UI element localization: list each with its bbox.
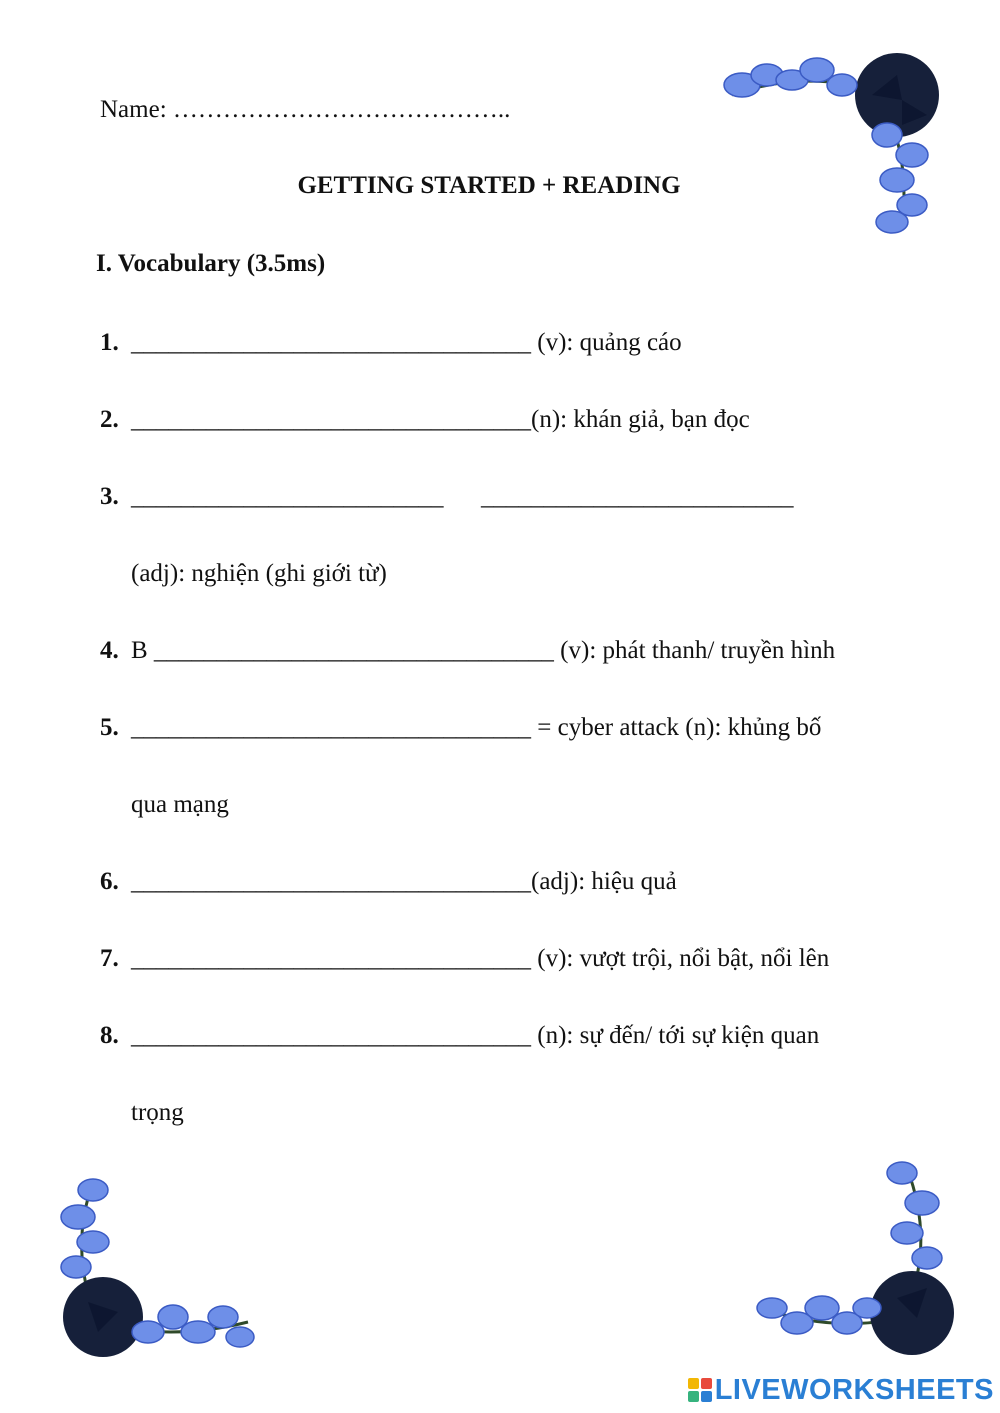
item-text: ________________________________(adj): hiệu quả [131, 868, 677, 895]
vocab-item-5-continuation: qua mạng [131, 791, 229, 818]
item-number: 4. [100, 637, 119, 664]
vocab-item-3[interactable] [100, 483, 794, 511]
flower-corner-bottom-left-icon [48, 1172, 258, 1367]
name-field[interactable]: Name: ………………………………….. [100, 96, 511, 123]
item-number: 5. [100, 714, 119, 741]
item-number: 7. [100, 945, 119, 972]
item-text: ________________________________ (v): vượt trội, nổi bật, nổi lên [131, 945, 830, 972]
vocab-item-1[interactable] [100, 329, 682, 357]
item-text: _________________________ _________________________ [131, 483, 794, 510]
vocab-item-4[interactable] [100, 637, 835, 665]
item-text: ________________________________ (v): quảng cáo [131, 329, 682, 356]
vocab-item-6[interactable] [100, 868, 677, 896]
vocab-item-7[interactable] [100, 945, 829, 973]
liveworksheets-logo[interactable] [688, 1375, 994, 1405]
vocab-item-2[interactable] [100, 406, 750, 434]
item-number: 6. [100, 868, 119, 895]
flower-corner-top-right-icon [712, 40, 947, 240]
item-number: 2. [100, 406, 119, 433]
vocab-item-8-continuation: trọng [131, 1099, 184, 1126]
page-title: GETTING STARTED + READING [297, 172, 681, 199]
vocab-item-5[interactable] [100, 714, 821, 742]
vocab-item-8[interactable] [100, 1022, 819, 1050]
flower-corner-bottom-right-icon [752, 1158, 957, 1368]
item-number: 3. [100, 483, 119, 510]
item-number: 8. [100, 1022, 119, 1049]
item-text: ________________________________ = cyber attack (n): khủng bố [131, 714, 822, 741]
logo-text: LIVEWORKSHEETS [714, 1373, 994, 1406]
item-text: ________________________________(n): khán giả, bạn đọc [131, 406, 750, 433]
item-text: ________________________________ (n): sự đến/ tới sự kiện quan [131, 1022, 820, 1049]
vocab-item-3-continuation: (adj): nghiện (ghi giới từ) [131, 560, 387, 587]
logo-squares-icon [688, 1378, 712, 1402]
item-text: B ________________________________ (v): phát thanh/ truyền hình [131, 637, 836, 664]
section-heading: I. Vocabulary (3.5ms) [96, 250, 326, 277]
item-number: 1. [100, 329, 119, 356]
